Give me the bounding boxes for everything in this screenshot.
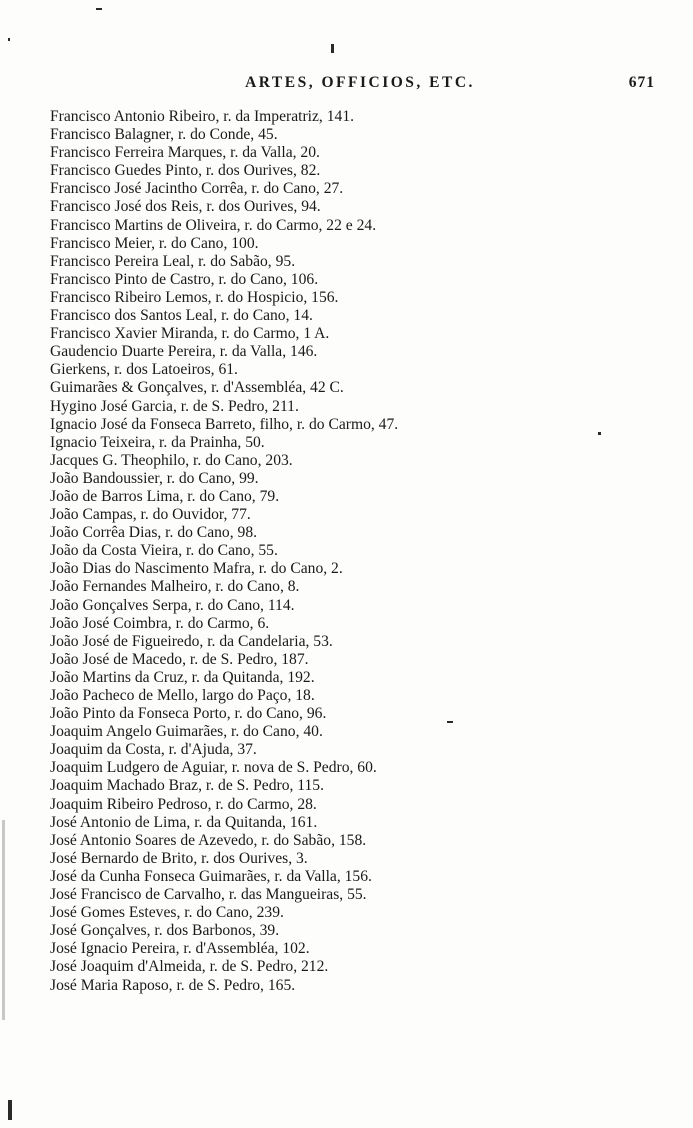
list-item: João José de Macedo, r. de S. Pedro, 187. bbox=[50, 650, 309, 668]
list-item: Francisco Ribeiro Lemos, r. do Hospicio, 156. bbox=[50, 288, 339, 306]
list-item: Joaquim da Costa, r. d'Ajuda, 37. bbox=[50, 741, 257, 759]
list-item: Francisco Pinto de Castro, r. do Cano, 106. bbox=[50, 270, 319, 288]
list-item: Joaquim Ribeiro Pedroso, r. do Carmo, 28. bbox=[50, 795, 317, 813]
list-item: Francisco Pereira Leal, r. do Sabão, 95. bbox=[50, 252, 296, 270]
page-number: 671 bbox=[628, 74, 655, 91]
list-item: João Pacheco de Mello, largo do Paço, 18. bbox=[50, 687, 315, 704]
list-item: João Campas, r. do Ouvidor, 77. bbox=[50, 506, 251, 524]
ink-speck bbox=[96, 8, 102, 10]
ink-speck bbox=[8, 38, 10, 41]
list-item: Francisco Xavier Miranda, r. do Carmo, 1 A. bbox=[50, 325, 330, 343]
list-item: João Martins da Cruz, r. da Quitanda, 192. bbox=[50, 668, 315, 686]
list-item: João da Costa Vieira, r. do Cano, 55. bbox=[50, 542, 278, 560]
list-item: Guimarães & Gonçalves, r. d'Assembléa, 42 C. bbox=[50, 379, 344, 397]
binding-shadow bbox=[2, 820, 5, 1020]
list-item: Joaquim Machado Braz, r. de S. Pedro, 115. bbox=[50, 777, 324, 795]
list-item: Francisco dos Santos Leal, r. do Cano, 14. bbox=[50, 307, 313, 325]
list-item: Hygino José Garcia, r. de S. Pedro, 211. bbox=[50, 397, 299, 415]
list-item: João José de Figueiredo, r. da Candelaria, 53. bbox=[50, 632, 333, 650]
list-item: João de Barros Lima, r. do Cano, 79. bbox=[50, 487, 280, 505]
list-item: Francisco Ferreira Marques, r. da Valla, 20. bbox=[50, 144, 320, 162]
list-item: Francisco Balagner, r. do Conde, 45. bbox=[50, 126, 278, 144]
list-item: José Antonio Soares de Azevedo, r. do Sabão, 158. bbox=[50, 831, 367, 849]
ink-speck bbox=[331, 44, 334, 53]
ink-speck bbox=[8, 1100, 12, 1120]
list-item: Francisco José dos Reis, r. dos Ourives, 94. bbox=[50, 198, 321, 216]
list-item: João Fernandes Malheiro, r. do Cano, 8. bbox=[50, 578, 300, 596]
list-item: José da Cunha Fonseca Guimarães, r. da Valla, 156. bbox=[50, 867, 372, 885]
list-item: José Maria Raposo, r. de S. Pedro, 165. bbox=[50, 976, 296, 994]
list-item: Jacques G. Theophilo, r. do Cano, 203. bbox=[50, 451, 293, 469]
list-item: Ignacio Teixeira, r. da Prainha, 50. bbox=[50, 433, 265, 451]
list-item: João Bandoussier, r. do Cano, 99. bbox=[50, 469, 259, 487]
list-item: João Pinto da Fonseca Porto, r. do Cano, 96. bbox=[50, 705, 327, 723]
list-item: José Gomes Esteves, r. do Cano, 239. bbox=[50, 904, 284, 922]
list-item: Gierkens, r. dos Latoeiros, 61. bbox=[50, 361, 238, 379]
list-item: Francisco José Jacintho Corrêa, r. do Cano, 27. bbox=[50, 180, 344, 198]
list-item: Ignacio José da Fonseca Barreto, filho, r. do Carmo, 47. bbox=[50, 415, 399, 433]
list-item: José Francisco de Carvalho, r. das Mangueiras, 55. bbox=[50, 886, 367, 904]
list-item: Francisco Guedes Pinto, r. dos Ourives, 82. bbox=[50, 162, 321, 180]
list-item: Gaudencio Duarte Pereira, r. da Valla, 146. bbox=[50, 343, 318, 361]
running-title: ARTES, OFFICIOS, ETC. bbox=[245, 74, 475, 91]
running-head bbox=[40, 74, 665, 98]
list-item: Joaquim Angelo Guimarães, r. do Cano, 40. bbox=[50, 723, 323, 741]
list-item: Francisco Meier, r. do Cano, 100. bbox=[50, 234, 259, 252]
list-item: Francisco Antonio Ribeiro, r. da Imperatriz, 141. bbox=[50, 108, 355, 125]
list-item: João Corrêa Dias, r. do Cano, 98. bbox=[50, 524, 258, 542]
list-item: João Gonçalves Serpa, r. do Cano, 114. bbox=[50, 596, 295, 614]
directory-list bbox=[50, 108, 650, 995]
list-item: Joaquim Ludgero de Aguiar, r. nova de S. Pedro, 60. bbox=[50, 759, 377, 777]
list-item: José Gonçalves, r. dos Barbonos, 39. bbox=[50, 922, 280, 940]
list-item: José Bernardo de Brito, r. dos Ourives, 3. bbox=[50, 849, 308, 867]
list-item: Francisco Martins de Oliveira, r. do Carmo, 22 e 24. bbox=[50, 216, 377, 234]
list-item: José Antonio de Lima, r. da Quitanda, 161. bbox=[50, 813, 318, 831]
list-item: José Ignacio Pereira, r. d'Assembléa, 102. bbox=[50, 940, 310, 958]
list-item: José Joaquim d'Almeida, r. de S. Pedro, 212. bbox=[50, 958, 329, 976]
list-item: João Dias do Nascimento Mafra, r. do Cano, 2. bbox=[50, 560, 343, 578]
list-item: João José Coimbra, r. do Carmo, 6. bbox=[50, 614, 270, 632]
